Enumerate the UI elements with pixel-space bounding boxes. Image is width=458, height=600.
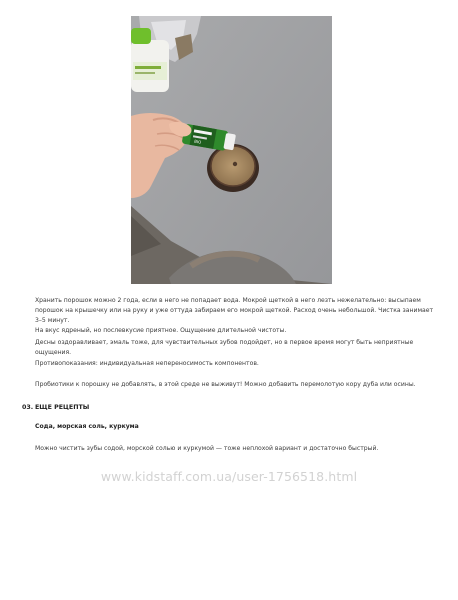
section-title: ЕЩЕ РЕЦЕПТЫ <box>35 404 90 411</box>
photo-illustration <box>131 16 332 284</box>
watermark: www.kidstaff.com.ua/user-1756518.html <box>100 469 358 484</box>
storage-text: Хранить порошок можно 2 года, если в него не попадает вода. Мокрой щеткой в него лезть нежелательно: высыпаем порошок на крышечку или на руку и уже оттуда забираем его мокрой щеткой. Расход очень небольшой. Чистка занимает 3–5 минут. <box>35 297 434 324</box>
paragraph-probiotics: Пробиотики к порошку не добавлять, в этой среде не выживут! Можно добавить перемолотую кору дуба или осины. <box>35 381 416 388</box>
product-photo <box>131 16 332 284</box>
vial-label: BIO <box>193 138 202 145</box>
paragraph-storage <box>35 296 435 336</box>
section-number: 03. <box>22 404 34 411</box>
taste-text: На вкус ядреный, но послевкусие приятное. Ощущение длительной чистоты. <box>35 327 287 334</box>
paragraph-gums: Десны оздоравливает, эмаль тоже, для чувствительных зубов подойдет, но в первое время могут быть неприятные ощущения. <box>35 339 414 356</box>
recipe-subheading: Сода, морская соль, куркума <box>35 423 139 430</box>
paragraph-contraindications: Противопоказания: индивидуальная непереносимость компонентов. <box>35 360 259 367</box>
paragraph-soda-recipe: Можно чистить зубы содой, морской солью и куркумой — тоже неплохой вариант и достаточно быстрый. <box>35 445 379 452</box>
